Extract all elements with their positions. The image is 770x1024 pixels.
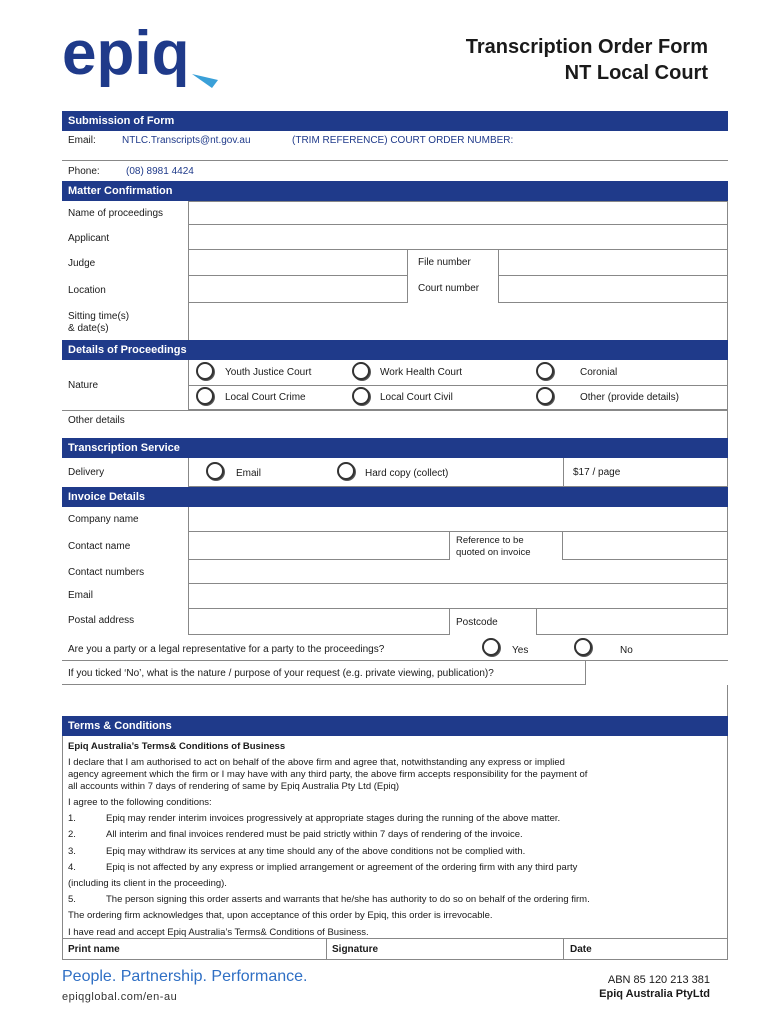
terms-agree: I agree to the following conditions: bbox=[68, 797, 212, 808]
form-title bbox=[466, 34, 708, 86]
terms-item-2: All interim and final invoices rendered must be paid strictly within 7 days of rendering of the invoice. bbox=[106, 829, 523, 840]
contact-numbers-field[interactable] bbox=[188, 560, 728, 584]
date-label: Date bbox=[570, 944, 592, 955]
delivery-hardcopy-option: Hard copy (collect) bbox=[365, 468, 449, 479]
footer-company: Epiq Australia PtyLtd bbox=[599, 988, 710, 1000]
terms-item-3-number: 3. bbox=[68, 846, 76, 857]
radio-other[interactable] bbox=[536, 387, 554, 405]
submission-phone-label: Phone: bbox=[68, 166, 100, 177]
postcode-field[interactable] bbox=[536, 609, 728, 635]
location-label: Location bbox=[68, 285, 106, 296]
radio-work-health[interactable] bbox=[352, 362, 370, 380]
terms-item-3: Epiq may withdraw its services at any time should any of the above conditions not be complied with. bbox=[106, 846, 526, 857]
contact-name-field[interactable] bbox=[188, 532, 450, 560]
contact-name-label: Contact name bbox=[68, 541, 131, 552]
option-other: Other (provide details) bbox=[580, 392, 679, 403]
nature-label: Nature bbox=[68, 380, 99, 391]
file-number-label: File number bbox=[418, 257, 471, 268]
reference-label-1: Reference to be bbox=[456, 535, 524, 546]
terms-item-4-number: 4. bbox=[68, 862, 76, 873]
file-number-field[interactable] bbox=[498, 250, 728, 276]
applicant-label: Applicant bbox=[68, 233, 110, 244]
terms-item-4-cont: (including its client in the proceeding). bbox=[68, 878, 227, 889]
reference-field[interactable] bbox=[562, 532, 728, 560]
terms-declare-2: agency agreement which the firm or I may have with any third party, the above firm accepts responsibility for the payment of bbox=[68, 769, 588, 780]
terms-item-2-number: 2. bbox=[68, 829, 76, 840]
option-coronial: Coronial bbox=[580, 367, 618, 378]
company-name-field[interactable] bbox=[188, 507, 728, 532]
terms-declare-1: I declare that I am authorised to act on behalf of the above firm and agree that, notwithstanding any express or implied bbox=[68, 757, 565, 768]
submission-email-link[interactable]: NTLC.Transcripts@nt.gov.au bbox=[122, 135, 251, 146]
svg-text:epiq: epiq bbox=[62, 22, 190, 88]
postal-address-label: Postal address bbox=[68, 615, 135, 626]
judge-label: Judge bbox=[68, 258, 96, 269]
terms-item-1: Epiq may render interim invoices progressively at appropriate stages during the running of the above matter. bbox=[106, 813, 561, 824]
party-no-label: No bbox=[620, 645, 633, 656]
nature-question: If you ticked ‘No’, what is the nature / purpose of your request (e.g. private viewing, publication)? bbox=[68, 668, 494, 679]
other-details-field[interactable] bbox=[62, 410, 728, 438]
terms-item-5: The person signing this order asserts and warrants that he/she has authority to do so on behalf of the ordering firm. bbox=[106, 894, 590, 905]
radio-local-court-crime[interactable] bbox=[196, 387, 214, 405]
invoice-email-label: Email bbox=[68, 590, 94, 601]
contact-numbers-label: Contact numbers bbox=[68, 567, 145, 578]
option-youth-justice: Youth Justice Court bbox=[225, 367, 312, 378]
footer-abn: ABN 85 120 213 381 bbox=[607, 974, 710, 986]
trim-reference-label: (TRIM REFERENCE) COURT ORDER NUMBER: bbox=[292, 135, 514, 146]
postcode-label: Postcode bbox=[456, 617, 498, 628]
transcription-header: Transcription Service bbox=[62, 438, 728, 458]
radio-delivery-hardcopy[interactable] bbox=[337, 462, 355, 480]
epiq-logo bbox=[62, 22, 222, 92]
terms-header: Terms & Conditions bbox=[62, 716, 728, 736]
terms-item-4: Epiq is not affected by any express or implied arrangement or agreement of the ordering firm with any third party bbox=[106, 862, 578, 873]
nature-purpose-field[interactable] bbox=[62, 685, 728, 716]
judge-field[interactable] bbox=[188, 250, 408, 276]
matter-header: Matter Confirmation bbox=[62, 181, 728, 201]
postal-address-field[interactable] bbox=[188, 609, 450, 635]
invoice-email-field[interactable] bbox=[188, 584, 728, 609]
submission-phone-value: (08) 8981 4424 bbox=[126, 166, 194, 177]
submission-header: Submission of Form bbox=[62, 111, 728, 131]
applicant-field[interactable] bbox=[188, 225, 728, 250]
party-question: Are you a party or a legal representative for a party to the proceedings? bbox=[68, 644, 385, 655]
price-per-page: $17 / page bbox=[573, 467, 621, 478]
footer-website[interactable]: epiqglobal.com/en-au bbox=[62, 991, 178, 1003]
invoice-header: Invoice Details bbox=[62, 487, 728, 507]
print-name-label: Print name bbox=[68, 944, 120, 955]
company-name-label: Company name bbox=[68, 514, 139, 525]
delivery-email-option: Email bbox=[236, 468, 262, 479]
option-work-health: Work Health Court bbox=[380, 367, 463, 378]
footer-tagline: People. Partnership. Performance. bbox=[62, 968, 308, 985]
terms-declare-3: all accounts within 7 days of rendering of same by Epiq Australia Pty Ltd (Epiq) bbox=[68, 781, 400, 792]
delivery-box bbox=[188, 458, 728, 487]
name-of-proceedings-field[interactable] bbox=[188, 201, 728, 225]
sitting-times-field[interactable] bbox=[188, 303, 728, 341]
form-title-line2: NT Local Court bbox=[564, 62, 708, 84]
radio-delivery-email[interactable] bbox=[206, 462, 224, 480]
submission-email-label: Email: bbox=[68, 135, 96, 146]
radio-party-no[interactable] bbox=[574, 638, 592, 656]
form-title-line1: Transcription Order Form bbox=[465, 36, 708, 58]
reference-label-2: quoted on invoice bbox=[456, 547, 531, 558]
nature-question-box bbox=[62, 660, 586, 685]
name-of-proceedings-label: Name of proceedings bbox=[68, 208, 164, 219]
location-field[interactable] bbox=[188, 276, 408, 303]
signature-label: Signature bbox=[332, 944, 379, 955]
proceedings-header: Details of Proceedings bbox=[62, 340, 728, 360]
terms-subtitle: Epiq Australia’s Terms& Conditions of Business bbox=[68, 741, 286, 752]
option-local-court-crime: Local Court Crime bbox=[225, 392, 306, 403]
epiq-logo-mark bbox=[62, 22, 222, 92]
terms-item-1-number: 1. bbox=[68, 813, 76, 824]
terms-accept: I have read and accept Epiq Australia’s Terms& Conditions of Business. bbox=[68, 927, 369, 938]
terms-item-5-number: 5. bbox=[68, 894, 76, 905]
court-number-field[interactable] bbox=[498, 276, 728, 303]
radio-coronial[interactable] bbox=[536, 362, 554, 380]
party-yes-label: Yes bbox=[512, 645, 529, 656]
delivery-label: Delivery bbox=[68, 467, 105, 478]
radio-youth-justice[interactable] bbox=[196, 362, 214, 380]
sitting-label-2: & date(s) bbox=[68, 323, 109, 334]
option-local-court-civil: Local Court Civil bbox=[380, 392, 453, 403]
terms-irrevocable: The ordering firm acknowledges that, upon acceptance of this order by Epiq, this order is irrevocable. bbox=[68, 910, 493, 921]
radio-party-yes[interactable] bbox=[482, 638, 500, 656]
radio-local-court-civil[interactable] bbox=[352, 387, 370, 405]
sitting-label-1: Sitting time(s) bbox=[68, 311, 130, 322]
court-number-label: Court number bbox=[418, 283, 480, 294]
other-details-label: Other details bbox=[68, 415, 125, 426]
